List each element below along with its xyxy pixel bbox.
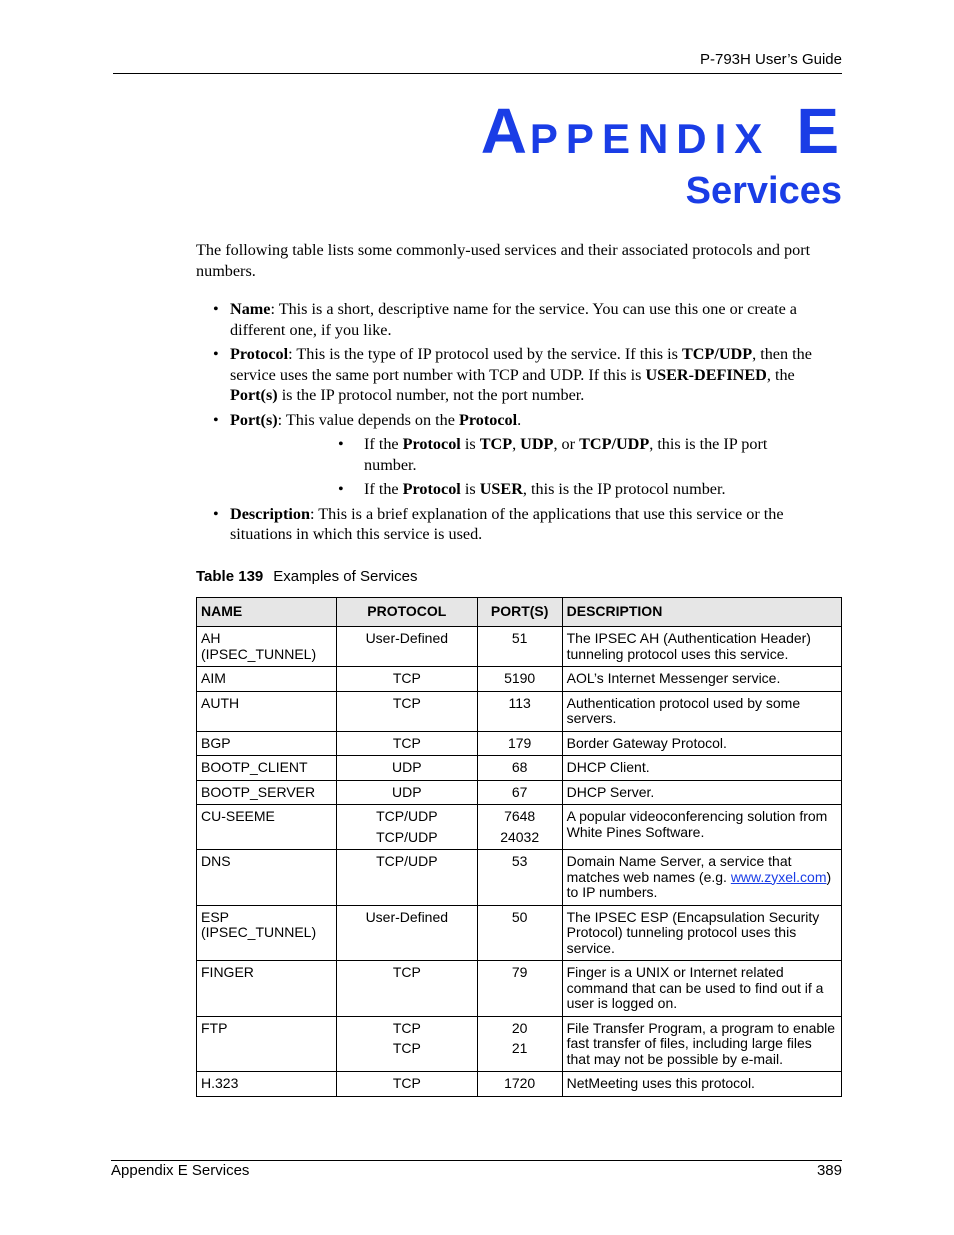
cell-description: Finger is a UNIX or Internet related command that can be used to find out if a user is logged on. (562, 961, 841, 1017)
table-row (197, 805, 842, 850)
table-caption-text: Examples of Services (273, 568, 418, 585)
bullet-text: If the (364, 435, 403, 453)
cell-ports (477, 756, 562, 781)
bullet-text: , this is the IP port number. (364, 435, 768, 474)
cell-description: A popular videoconferencing solution from White Pines Software. (562, 805, 841, 850)
cell-ports (477, 905, 562, 961)
bold-term: USER (479, 480, 523, 498)
bold-term: TCP/UDP (579, 435, 650, 453)
bold-term: TCP (479, 435, 513, 453)
cell-name: H.323 (197, 1072, 337, 1097)
protocol-value: TCP/UDP (376, 853, 438, 869)
appendix-title-smallcaps: PPENDIX (529, 115, 771, 162)
cell-ports (477, 780, 562, 805)
port-value: 113 (508, 694, 531, 711)
bullet-text: If the (364, 480, 403, 498)
bullet-text: is (460, 435, 480, 453)
protocol-value: TCP (392, 1040, 421, 1056)
cell-name: AUTH (197, 691, 337, 731)
bullet-name (196, 299, 846, 340)
protocol-value: TCP (392, 670, 421, 686)
cell-description: DHCP Client. (562, 756, 841, 781)
cell-name: BOOTP_SERVER (197, 780, 337, 805)
bullet-ports (196, 410, 846, 500)
protocol-value: TCP (392, 694, 421, 711)
bullet-text: is (460, 480, 480, 498)
bullet-text: is the IP protocol number, not the port number. (277, 386, 585, 404)
column-header-name: NAME (197, 598, 337, 627)
cell-name: CU-SEEME (197, 805, 337, 850)
protocol-value: TCP (392, 734, 421, 751)
port-value: 68 (511, 759, 528, 775)
bullet-description (196, 504, 846, 545)
bold-term: Port(s) (230, 386, 278, 404)
cell-ports (477, 850, 562, 906)
cell-ports (477, 667, 562, 692)
table-row (197, 756, 842, 781)
bullet-term: Port(s) (230, 410, 278, 429)
bullet-text: . (517, 410, 522, 429)
bold-term: Protocol (402, 480, 461, 498)
column-header-ports: PORT(S) (477, 598, 562, 627)
description-text: Domain Name Server, a service that matches web names (e.g. (566, 853, 792, 885)
port-value: 53 (511, 853, 528, 869)
port-value: 79 (511, 964, 528, 980)
table-row (197, 691, 842, 731)
column-header-description: DESCRIPTION (562, 598, 841, 627)
services-table (196, 597, 842, 1097)
port-value: 24032 (500, 828, 540, 845)
description-text: ) to IP numbers. (566, 868, 832, 900)
bullet-text: : This value depends on the (277, 410, 459, 429)
table-body (197, 627, 842, 1097)
cell-protocol (336, 731, 477, 756)
ports-sublist (230, 434, 846, 500)
page-title: Services (685, 170, 842, 212)
bullet-text: , then the service uses the same port number with TCP and UDP. If this is (230, 345, 812, 384)
footer-rule (111, 1160, 842, 1161)
bold-term: USER-DEFINED (645, 365, 767, 384)
table-row (197, 627, 842, 667)
cell-description: Authentication protocol used by some servers. (562, 691, 841, 731)
bullet-term: Description (230, 504, 311, 523)
table-caption (196, 568, 418, 585)
port-value: 67 (511, 783, 528, 800)
table-row (197, 731, 842, 756)
protocol-value: TCP/UDP (376, 828, 438, 845)
cell-name: AIM (197, 667, 337, 692)
cell-ports (477, 731, 562, 756)
protocol-value: TCP (392, 964, 421, 980)
bullet-term: Protocol (230, 345, 289, 363)
sub-bullet-tcp-udp (230, 434, 846, 475)
bullet-text: : This is a brief explanation of the applications that use this service or the situations in which this service is used. (230, 504, 784, 543)
protocol-value: User-Defined (365, 630, 449, 646)
cell-name: AH (IPSEC_TUNNEL) (197, 627, 337, 667)
protocol-value: UDP (392, 759, 422, 775)
sub-bullet-user (230, 479, 846, 500)
bullet-text: , (512, 435, 521, 453)
bold-term: UDP (520, 435, 554, 453)
appendix-title (481, 96, 842, 174)
intro-paragraph: The following table lists some commonly-used services and their associated protocols and port numbers. (196, 241, 811, 280)
cell-description: The IPSEC ESP (Encapsulation Security Protocol) tunneling protocol uses this service. (562, 905, 841, 961)
table-row (197, 905, 842, 961)
appendix-title-initial: A (480, 95, 530, 167)
cell-description: File Transfer Program, a program to enable fast transfer of files, including large files that may not be possible by e-mail. (562, 1016, 841, 1072)
table-caption-label: Table 139 (196, 568, 264, 585)
cell-protocol (336, 961, 477, 1017)
port-value: 21 (511, 1040, 528, 1056)
port-value: 51 (511, 630, 528, 646)
cell-name: BOOTP_CLIENT (197, 756, 337, 781)
bullet-text: : This is a short, descriptive name for the service. You can use this one or create a different one, if you like. (230, 300, 797, 339)
port-value: 50 (511, 908, 528, 925)
table-row (197, 1016, 842, 1072)
table-header-row (197, 598, 842, 627)
cell-ports (477, 1072, 562, 1097)
cell-ports (477, 805, 562, 850)
cell-description (562, 850, 841, 906)
cell-protocol (336, 691, 477, 731)
table-row (197, 780, 842, 805)
cell-name: FTP (197, 1016, 337, 1072)
port-value: 7648 (504, 808, 536, 824)
bullet-term: Name (230, 300, 271, 318)
cell-name: BGP (197, 731, 337, 756)
cell-ports (477, 627, 562, 667)
protocol-value: User-Defined (365, 908, 449, 925)
cell-name: FINGER (197, 961, 337, 1017)
bullet-text: , the (766, 365, 795, 384)
bold-term: TCP/UDP (681, 345, 753, 363)
protocol-value: UDP (392, 783, 422, 800)
cell-ports (477, 1016, 562, 1072)
bold-term: Protocol (402, 435, 461, 453)
protocol-value: TCP (392, 1075, 421, 1091)
field-definitions-list (196, 299, 846, 549)
port-value: 1720 (504, 1075, 536, 1091)
cell-description: NetMeeting uses this protocol. (562, 1072, 841, 1097)
cell-protocol (336, 805, 477, 850)
cell-protocol (336, 850, 477, 906)
protocol-value: TCP (392, 1019, 421, 1036)
port-value: 179 (507, 734, 532, 751)
table-row (197, 961, 842, 1017)
cell-protocol (336, 780, 477, 805)
cell-protocol (336, 627, 477, 667)
cell-ports (477, 961, 562, 1017)
table-row (197, 850, 842, 906)
table-row (197, 667, 842, 692)
bullet-text: , this is the IP protocol number. (522, 480, 726, 498)
zyxel-link[interactable]: www.zyxel.com (730, 868, 827, 885)
bullet-text: : This is the type of IP protocol used by the service. If this is (288, 345, 682, 363)
cell-name: ESP (IPSEC_TUNNEL) (197, 905, 337, 961)
cell-protocol (336, 756, 477, 781)
cell-description: DHCP Server. (562, 780, 841, 805)
port-value: 20 (511, 1019, 528, 1036)
cell-protocol (336, 1072, 477, 1097)
cell-protocol (336, 905, 477, 961)
footer-section-title: Appendix E Services (111, 1162, 250, 1179)
cell-name: DNS (197, 850, 337, 906)
cell-description: AOL’s Internet Messenger service. (562, 667, 841, 692)
cell-protocol (336, 1016, 477, 1072)
column-header-protocol: PROTOCOL (336, 598, 477, 627)
cell-description: Border Gateway Protocol. (562, 731, 841, 756)
cell-protocol (336, 667, 477, 692)
page-number: 389 (816, 1162, 842, 1179)
header-rule (113, 73, 842, 74)
running-header: P-793H User’s Guide (699, 51, 842, 68)
appendix-title-letter: E (796, 95, 842, 167)
port-value: 5190 (504, 670, 536, 686)
bullet-protocol (196, 344, 846, 406)
table-row (197, 1072, 842, 1097)
bold-term: Protocol (458, 410, 518, 429)
cell-ports (477, 691, 562, 731)
bullet-text: , or (553, 435, 580, 453)
protocol-value: TCP/UDP (376, 808, 438, 824)
cell-description: The IPSEC AH (Authentication Header) tunneling protocol uses this service. (562, 627, 841, 667)
